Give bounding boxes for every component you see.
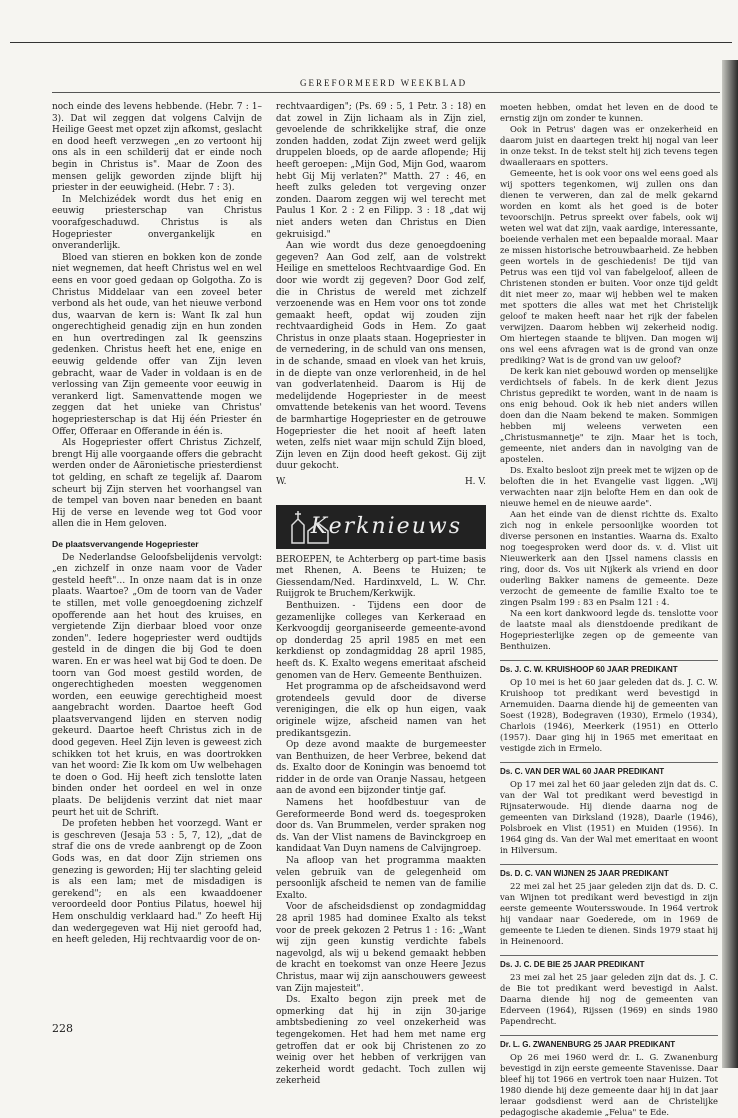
announcement-heading: Ds. J. C. DE BIE 25 JAAR PREDIKANT — [500, 955, 718, 970]
column-1 — [52, 102, 262, 1002]
header-rule — [52, 92, 720, 93]
kerknieuws-title: Kerknieuws — [310, 513, 462, 539]
paragraph: De profeten hebben het voorzegd. Want er is geschreven (Jesaja 53 : 5, 7, 12), „dat de straf die ons de vrede aanbrengt op de Zoon Gods was, en dat door Zijn striemen ons genezing is geworden; Hij ter slachting geleid is als een lam; met de misdadigen is gerekend"; en als een kwaaddoener veroordeeld door Pontius Pilatus, hoewel hij Hem onschuldig verklaard had." Zo heeft Hij dan wedergegeven wat Hij niet geroofd had, en heeft geleden, Hij rechtvaardig voor de on- — [52, 819, 262, 946]
announcement-text: 22 mei zal het 25 jaar geleden zijn dat ds. D. C. van Wijnen tot predikant werd bevestigd in zijn eerste gemeente Woutersswoude. In 1964 vertrok hij vandaar naar Goederede, om in 1969 de gemeente te Lieden te dienen. Sinds 1979 staat hij in Heinenoord. — [500, 881, 718, 946]
signature-right: H. V. — [464, 477, 486, 487]
news-item: Op deze avond maakte de burgemeester van Benthuizen, de heer Verbree, bekend dat ds. Exalto door de Koningin was benoemd tot ridder in de orde van Oranje Nassau, hetgeen aan de avond een bijzonder tintje gaf. — [276, 740, 486, 797]
news-item: Na afloop van het programma maakten velen gebruik van de gelegenheid om persoonlijk afscheid te nemen van de familie Exalto. — [276, 856, 486, 901]
announcement-text: Op 10 mei is het 60 jaar geleden dat ds. J. C. W. Kruishoop tot predikant werd bevestigd in Arnemuiden. Daarna diende hij de gemeenten van Soest (1928), Bodegraven (1930), Ermelo (1934), Charlois (1946), Meerkerk (1951) en Otterlo (1957). Daar ging hij in 1965 met emeritaat en vestigde zich in Ermelo. — [500, 677, 718, 753]
section-heading: De plaatsvervangende Hogepriester — [52, 538, 199, 549]
news-item: Namens het hoofdbestuur van de Gereformeerde Bond werd ds. toegesproken door ds. Van Brummelen, verder spraken nog ds. Van der Vlist namens de Bavinckgroep en kandidaat Van Duyn namens de Calvijngroep. — [276, 798, 486, 855]
news-item: Voor de afscheidsdienst op zondagmiddag 28 april 1985 had dominee Exalto als tekst voor de preek gekozen 2 Petrus 1 : 16: „Want wij zijn geen kunstig verdichte fabels nagevolgd, als wij u bekend gemaakt hebben de kracht en toekomst van onze Heere Jezus Christus, maar wij zijn aanschouwers geweest van Zijn majesteit". — [276, 902, 486, 994]
paragraph: noch einde des levens hebbende. (Hebr. 7 : 1–3). Dat wil zeggen dat volgens Calvijn de Heilige Geest met opzet zijn afkomst, geslacht en dood heeft verzwegen „en zo vertoont hij ons als in een schilderij dat er einde noch begin in Christus is". Maar de Zoon des mensen gelijk geworden zijnde blijft hij priester in der eeuwigheid. (Hebr. 7 : 3). — [52, 102, 262, 194]
news-item: BEROEPEN, te Achterberg op part-time basis met Rhenen, A. Beens te Huizen; te Giessendam/Ned. Hardinxveld, L. W. Chr. Ruijgrok te Bruchem/Kerkwijk. — [276, 554, 486, 600]
kerknieuws-banner — [276, 505, 486, 549]
paragraph: Gemeente, het is ook voor ons wel eens goed als wij spotters tegenkomen, wij zullen ons dan dienen te verweren, dan zal de melk gekarnd worden en komt als het goed is de boter tevoorschijn. Petrus spreekt over fabels, ook wij weten wel wat dat zijn, vaak aardige, interessante, boeiende verhalen met een bepaalde moraal. Maar ze missen historische betrouwbaarheid. Ze hebben geen wortels in de geschiedenis! De tijd van Petrus was een tijd vol van fabelgeloof, alleen de Christenen stonden er buiten. Voor onze tijd geldt dit niet meer zo, maar wij hebben wel te maken met spotters die alles wat met het Christelijk geloof te maken heeft naar het rijk der fabelen verwijzen. Daarom hebben wij zekerheid nodig. Om hiertegen staande te blijven. Dan mogen wij ons wel eens afvragen wat is de grond van onze prediking? Wat is de grond van uw geloof? — [500, 168, 718, 365]
paragraph: De Nederlandse Geloofsbelijdenis vervolgt: „en zichzelf in onze naam voor de Vader gesteld heeft"… In onze naam dat is in onze plaats. Waartoe? „Om de toorn van de Vader te stillen, met volle genoegdoening zichzelf opofferende aan het hout des kruises, en vergietende Zijn dierbaar bloed voor onze zonden". Iedere hogepriester werd oudtijds gesteld in de dingen die bij God te doen waren. En er was heel wat bij God te doen. De toorn van God moest gestild worden, de ongerechtigheden moesten weggenomen worden, een eeuwige gerechtigheid moest aangebracht worden. Daartoe heeft God plaatsvervangend lijden en sterven nodig gekeurd. Daartoe heeft Christus zich in de dood gegeven. Heel Zijn leven is geweest zich schikken tot het kruis, en was doortrokken van het woord: Zie Ik kom om Uw welbehagen te doen o God. Hij heeft zich tenslotte laten binden onder het oordeel en wel in onze plaats. De belijdenis verzint dat niet maar peurt het uit de Schrift. — [52, 552, 262, 818]
announcement-heading: Ds. D. C. VAN WIJNEN 25 JAAR PREDIKANT — [500, 864, 718, 879]
column-2 — [276, 102, 486, 1087]
paragraph: rechtvaardigen"; (Ps. 69 : 5, 1 Petr. 3 : 18) en dat zowel in Zijn lichaam als in Zijn ziel, gevoelende de schrikkelijke straf, die onze zonden hadden, zodat Zijn zweet werd gelijk druppelen bloeds, op de aarde aflopende; Hij heeft geroepen: „Mijn God, Mijn God, waarom hebt Gij Mij verlaten?" Matth. 27 : 46, en heeft zulks geleden tot vergeving onzer zonden. Daarom zeggen wij wel terecht met Paulus 1 Kor. 2 : 2 en Filipp. 3 : 18 „dat wij niet anders weten dan Christus en Dien gekruisigd." — [276, 102, 486, 240]
paragraph: Aan het einde van de dienst richtte ds. Exalto zich nog in enkele persoonlijke woorden tot diverse personen en instanties. Waarna ds. Exalto nog toegesproken werd door ds. v. d. Vlist uit Nieuwerkerk aan den IJssel namens classis en ring, door ds. Vos uit Nijkerk als vriend en door ouderling Bakker namens de gemeente. Deze verzocht de gemeente de familie Exalto toe te zingen Psalm 199 : 83 en Psalm 121 : 4. — [500, 509, 718, 607]
signature-left: W. — [276, 477, 287, 487]
news-item: Benthuizen. - Tijdens een door de gezamenlijke colleges van Kerkeraad en Kerkvoogdij georganiseerde gemeente-avond op donderdag 25 april 1985 en met een kerkdienst op zondagmiddag 28 april 1985, heeft ds. K. Exalto wegens emeritaat afscheid genomen van de Herv. Gemeente Benthuizen. — [276, 600, 486, 681]
paragraph: Als Hogepriester offert Christus Zichzelf, brengt Hij alle voorgaande offers die gebracht werden onder de Aäronietische priesterdienst tot gelding, en schaft ze tegelijk af. Daarom scheurt bij Zijn sterven het voorhangsel van de tempel van boven naar beneden en baant Hij de verse en levende weg tot God voor allen die in Hem geloven. — [52, 438, 262, 530]
paragraph: Na een kort dankwoord legde ds. tenslotte voor de laatste maal als dienstdoende predikant de Hogepriesterlijke zegen op de gemeente van Benthuizen. — [500, 608, 718, 651]
paragraph: Ook in Petrus' dagen was er onzekerheid en daarom juist en daartegen trekt hij nogal van leer in onze tekst. In de tekst stelt hij zich tevens tegen dwaalleraars en spotters. — [500, 124, 718, 167]
news-item: Het programma op de afscheidsavond werd grotendeels gevuld door de diverse verenigingen, die elk op hun eigen, vaak originele wijze, afscheid namen van het predikantsgezin. — [276, 682, 486, 739]
paragraph: Aan wie wordt dus deze genoegdoening gegeven? Aan God zelf, aan de volstrekt Heilige en smetteloos Rechtvaardige God. En door wie wordt zij gegeven? Door God zelf, die in Christus de wereld met zichzelf verzoenende was en Hem voor ons tot zonde gemaakt heeft, opdat wij zouden zijn rechtvaardigheid Gods in Hem. Zo gaat Christus in onze plaats staan. Hogepriester in de vernedering, in de schuld van ons mensen, in de schande, smaad en vloek van het kruis, in de diepte van onze verlorenheid, in de hel van godverlatenheid. Daarom is Hij de medelijdende Hogepriester in de meest omvattende betekenis van het woord. Tevens de barmhartige Hogepriester en de getrouwe Hogepriester die het nooit af heeft laten weten, zelfs niet waar mijn schuld Zijn bloed, Zijn leven en Zijn dood heeft gekost. Gij zijt duur gekocht. — [276, 241, 486, 472]
paragraph: De kerk kan niet gebouwd worden op menselijke verdichtsels of fabels. In de kerk dient Jezus Christus gepredikt te worden, want in de naam is ons enig behoud. Ook ik heb niet anders willen doen dan die Naam bekend te maken. Sommigen hebben mij weleens verweten een „Christusmannetje" te zijn. Maar het is toch, gemeente, niet anders dan in navolging van de apostelen. — [500, 366, 718, 464]
paragraph: moeten hebben, omdat het leven en de dood te ernstig zijn om zonder te kunnen. — [500, 102, 718, 123]
news-item: Ds. Exalto begon zijn preek met de opmerking dat hij in zijn 30-jarige ambtsbediening zo veel onzekerheid was tegengekomen. Het had hem met name erg getroffen dat er ook bij Christenen zo zo weinig over het hebben of verkrijgen van zekerheid wordt gedacht. Toch zullen wij zekerheid — [276, 995, 486, 1087]
announcement-heading: Dr. L. G. ZWANENBURG 25 JAAR PREDIKANT — [500, 1035, 718, 1050]
paragraph: In Melchizédek wordt dus het enig en eeuwig priesterschap van Christus voorafgeschaduwd. Christus is als Hogepriester onvergankelijk en onveranderlijk. — [52, 194, 262, 252]
church-icon — [284, 509, 344, 545]
announcement-heading: Ds. J. C. W. KRUISHOOP 60 JAAR PREDIKANT — [500, 660, 718, 675]
page-header-title: GEREFORMEERD WEEKBLAD — [300, 78, 468, 88]
paragraph: Bloed van stieren en bokken kon de zonde niet wegnemen, dat heeft Christus wel en wel eens en voor goed gedaan op Golgotha. Zo is Christus Middelaar van een zoveel beter verbond als het oude, van het nieuwe verbond dus, waarvan de kern is: Want Ik zal hun ongerechtigheid genadig zijn en hun zonden en hun overtredingen zal Ik geenszins gedenken. Christus heeft het ene, enige en eeuwig geldende offer van Zijn leven gebracht, waar de Vader in voldaan is en de verlossing van Zijn gemeente voor eeuwig in verankerd ligt. Samenvattende mogen we zeggen dat het unieke van Christus' hogepriesterschap is dat Hij één Priester én Offer, Offeraar en Offerande in één is. — [52, 252, 262, 437]
page-number: 228 — [52, 1022, 73, 1035]
signature-line — [276, 477, 486, 489]
announcement-heading: Ds. C. VAN DER WAL 60 JAAR PREDIKANT — [500, 762, 718, 777]
announcement-text: Op 26 mei 1960 werd dr. L. G. Zwanenburg bevestigd in zijn eerste gemeente Stavenisse. Daar bleef hij tot 1966 en vertrok toen naar Huizen. Tot 1980 diende hij deze gemeente daar hij in dat jaar leraar godsdienst werd aan de Christelijke pedagogische akademie „Felua" te Ede. — [500, 1052, 718, 1117]
page-edge-shadow — [722, 60, 738, 1068]
paragraph: Ds. Exalto besloot zijn preek met te wijzen op de beloften die in het Evangelie vast liggen. „Wij verwachten naar zijn belofte Hem en dan ook de nieuwe hemel en de nieuwe aarde". — [500, 465, 718, 508]
top-rule — [10, 42, 732, 43]
column-3 — [500, 102, 718, 1117]
announcement-text: 23 mei zal het 25 jaar geleden zijn dat ds. J. C. de Bie tot predikant werd bevestigd in Aalst. Daarna diende hij nog de gemeenten van Ederveen (1964), Rijssen (1969) en sinds 1980 Papendrecht. — [500, 972, 718, 1026]
announcement-text: Op 17 mei zal het 60 jaar geleden zijn dat ds. C. van der Wal tot predikant werd bevestigd in Rijnsaterwoude. Hij diende daarna nog de gemeenten van Dirksland (1928), Daarle (1946), Polsbroek en Vlist (1951) en Muiden (1956). In 1964 ging ds. Van der Wal met emeritaat en woont in Hilversum. — [500, 779, 718, 855]
